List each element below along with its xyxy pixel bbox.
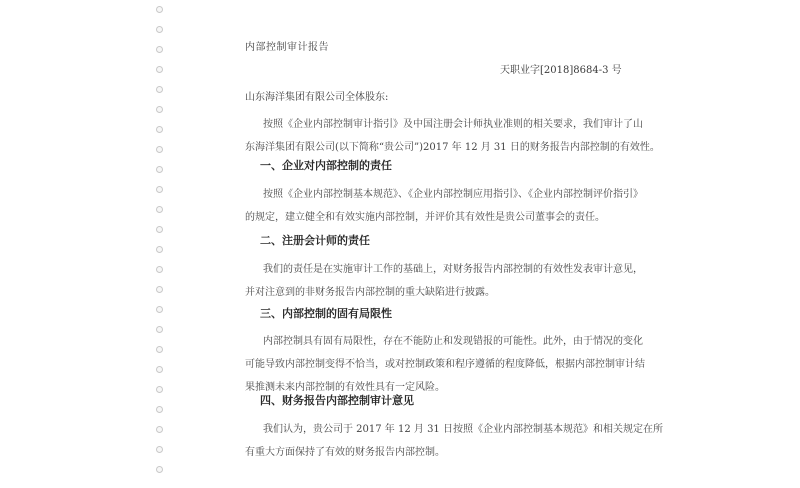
paragraph-line: 可能导致内部控制变得不恰当，或对控制政策和程序遵循的程度降低，根据内部控制审计结 bbox=[245, 359, 645, 370]
punch-hole bbox=[156, 326, 163, 333]
punch-hole bbox=[156, 206, 163, 213]
punch-hole bbox=[156, 246, 163, 253]
paragraph-line: 按照《企业内部控制审计指引》及中国注册会计师执业准则的相关要求，我们审计了山 bbox=[263, 119, 643, 130]
punch-hole bbox=[156, 66, 163, 73]
punch-hole bbox=[156, 306, 163, 313]
section-heading-audit-opinion: 四、财务报告内部控制审计意见 bbox=[260, 394, 414, 407]
punch-hole bbox=[156, 126, 163, 133]
punch-hole bbox=[156, 6, 163, 13]
punch-hole bbox=[156, 366, 163, 373]
punch-hole bbox=[156, 426, 163, 433]
paragraph-line: 我们认为，贵公司于 2017 年 12 月 31 日按照《企业内部控制基本规范》和相关规定在所 bbox=[263, 424, 663, 435]
punch-hole bbox=[156, 186, 163, 193]
punch-hole bbox=[156, 146, 163, 153]
binding-holes bbox=[156, 0, 164, 488]
punch-hole bbox=[156, 466, 163, 473]
section-heading-responsibility-auditor: 二、注册会计师的责任 bbox=[260, 234, 370, 247]
paragraph-line: 并对注意到的非财务报告内部控制的重大缺陷进行披露。 bbox=[245, 287, 495, 298]
section-heading-responsibility-company: 一、企业对内部控制的责任 bbox=[260, 159, 392, 172]
report-reference-number: 天职业字[2018]8684-3 号 bbox=[500, 65, 622, 76]
section-paragraph-audit-opinion bbox=[245, 418, 663, 464]
paragraph-line: 的规定，建立健全和有效实施内部控制，并评价其有效性是贵公司董事会的责任。 bbox=[245, 212, 605, 223]
punch-hole bbox=[156, 46, 163, 53]
paragraph-line: 按照《企业内部控制基本规范》、《企业内部控制应用指引》、《企业内部控制评价指引》 bbox=[263, 189, 643, 200]
punch-hole bbox=[156, 86, 163, 93]
punch-hole bbox=[156, 226, 163, 233]
intro-paragraph bbox=[245, 113, 660, 159]
paragraph-line: 东海洋集团有限公司(以下简称“贵公司”)2017 年 12 月 31 日的财务报告内部控制的有效性。 bbox=[245, 142, 660, 153]
report-addressee: 山东海洋集团有限公司全体股东: bbox=[245, 92, 389, 103]
section-heading-inherent-limitations: 三、内部控制的固有局限性 bbox=[260, 307, 392, 320]
punch-hole bbox=[156, 406, 163, 413]
punch-hole bbox=[156, 266, 163, 273]
paragraph-line: 我们的责任是在实施审计工作的基础上，对财务报告内部控制的有效性发表审计意见， bbox=[263, 264, 643, 275]
section-paragraph-responsibility-auditor bbox=[245, 258, 643, 304]
section-paragraph-responsibility-company bbox=[245, 183, 643, 229]
punch-hole bbox=[156, 286, 163, 293]
punch-hole bbox=[156, 346, 163, 353]
paragraph-line: 内部控制具有固有局限性，存在不能防止和发现错报的可能性。此外，由于情况的变化 bbox=[263, 336, 643, 347]
section-paragraph-inherent-limitations bbox=[245, 330, 645, 399]
punch-hole bbox=[156, 386, 163, 393]
punch-hole bbox=[156, 26, 163, 33]
paragraph-line: 有重大方面保持了有效的财务报告内部控制。 bbox=[245, 447, 445, 458]
punch-hole bbox=[156, 166, 163, 173]
punch-hole bbox=[156, 106, 163, 113]
report-header-title: 内部控制审计报告 bbox=[245, 42, 329, 53]
paragraph-line: 果推测未来内部控制的有效性具有一定风险。 bbox=[245, 382, 445, 393]
punch-hole bbox=[156, 446, 163, 453]
